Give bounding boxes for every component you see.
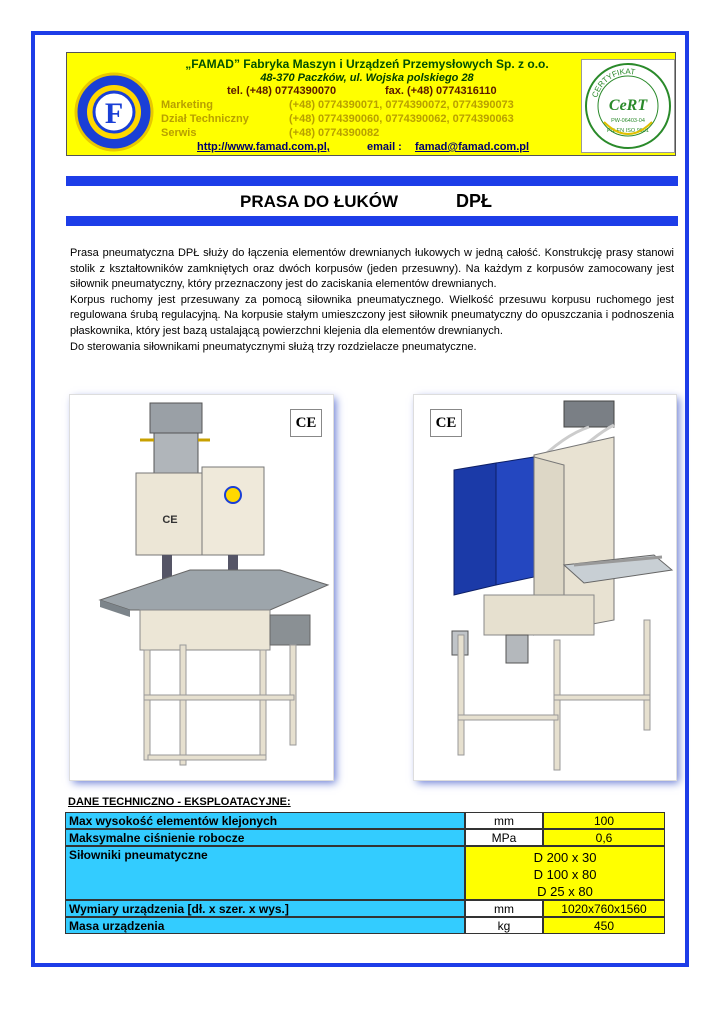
ce-mark: CE: [430, 409, 462, 437]
svg-text:CERTYFIKAT: CERTYFIKAT: [590, 66, 636, 99]
contact-value: (+48) 0774390082: [289, 127, 380, 139]
product-code: DPŁ: [456, 191, 492, 211]
phone: tel. (+48) 0774390070: [227, 85, 337, 97]
machine-photo-front: [70, 395, 333, 780]
svg-text:PW-06403-04: PW-06403-04: [611, 118, 645, 124]
tech-data-heading: DANE TECHNICZNO - EKSPLOATACYJNE:: [68, 796, 291, 808]
table-cell-name: Maksymalne ciśnienie robocze: [65, 829, 465, 846]
table-cell-unit: mm: [465, 900, 543, 917]
description-paragraph: Korpus ruchomy jest przesuwany za pomocą siłownika pneumatycznego. Wielkość przesuwu korpusu ruchomego jest regulowana śrubą regulacyjną. Na korpusie stałym umieszczony jest siłownik pneumatyczny do opuszczania i podnoszenia płaskownika, który jest bazą ustalającą powierzchni klejenia dla elementów drewnianych.: [70, 293, 674, 337]
fax: fax. (+48) 0774316110: [385, 85, 497, 97]
ce-mark: CE: [290, 409, 322, 437]
contact-value: (+48) 0774390060, 0774390062, 0774390063: [289, 113, 514, 125]
press-machine-image: [70, 395, 333, 780]
table-cell-unit: MPa: [465, 829, 543, 846]
table-cell-name: Max wysokość elementów klejonych: [65, 812, 465, 829]
logo-letter: F: [104, 97, 124, 130]
contact-value: (+48) 0774390071, 0774390072, 0774390073: [289, 99, 514, 111]
svg-text:CE: CE: [162, 514, 178, 526]
website-link[interactable]: http://www.famad.com.pl,: [197, 141, 330, 153]
table-cell-value: 0,6: [543, 829, 665, 846]
product-title: PRASA DO ŁUKÓW: [240, 192, 399, 211]
product-description: [70, 246, 674, 355]
email-label: email :: [367, 141, 402, 153]
company-address: 48-370 Paczków, ul. Wojska polskiego 28: [260, 72, 474, 84]
table-cell-name: Masa urządzenia: [65, 917, 465, 934]
email-link[interactable]: famad@famad.com.pl: [415, 141, 530, 153]
company-header: [66, 52, 676, 156]
cylinder-size: D 25 x 80: [537, 884, 593, 899]
table-cell-unit: kg: [465, 917, 543, 934]
table-cell-value: 450: [543, 917, 665, 934]
svg-text:CeRT: CeRT: [608, 97, 648, 114]
svg-text:PN-EN ISO 9001: PN-EN ISO 9001: [607, 128, 649, 134]
cylinder-size: D 100 x 80: [533, 867, 597, 882]
contact-label: Marketing: [161, 99, 213, 111]
title-bar-top: [66, 176, 678, 186]
table-cell-value-list: [465, 846, 665, 900]
press-machine-image: [414, 395, 676, 780]
famad-logo: [73, 71, 155, 153]
table-cell-value: 100: [543, 812, 665, 829]
iso-certificate-seal: [581, 59, 675, 153]
company-name: „FAMAD” Fabryka Maszyn i Urządzeń Przemysłowych Sp. z o.o.: [185, 57, 549, 71]
contact-label: Dział Techniczny: [161, 113, 249, 125]
cylinder-size: D 200 x 30: [533, 850, 597, 865]
description-paragraph: Do sterowania siłownikami pneumatycznymi służą trzy rozdzielacze pneumatyczne.: [70, 340, 477, 353]
table-cell-value: 1020x760x1560: [543, 900, 665, 917]
description-paragraph: Prasa pneumatyczna DPŁ służy do łączenia elementów drewnianych łukowych w jedną całość. Konstrukcję prasy stanowi stolik z kształtowników zamkniętych oraz dwóch korpusów (jeden przesuwny). Na każdym z korpusów zamocowany jest siłownik pneumatyczny, który przeznaczony jest do zaciskania elementów drewnianych.: [70, 247, 674, 291]
table-cell-name: Siłowniki pneumatyczne: [65, 846, 465, 900]
contact-label: Serwis: [161, 127, 197, 139]
machine-photo-side: [414, 395, 676, 780]
table-cell-unit: mm: [465, 812, 543, 829]
table-cell-name: Wymiary urządzenia [dł. x szer. x wys.]: [65, 900, 465, 917]
title-bar-bottom: [66, 216, 678, 226]
